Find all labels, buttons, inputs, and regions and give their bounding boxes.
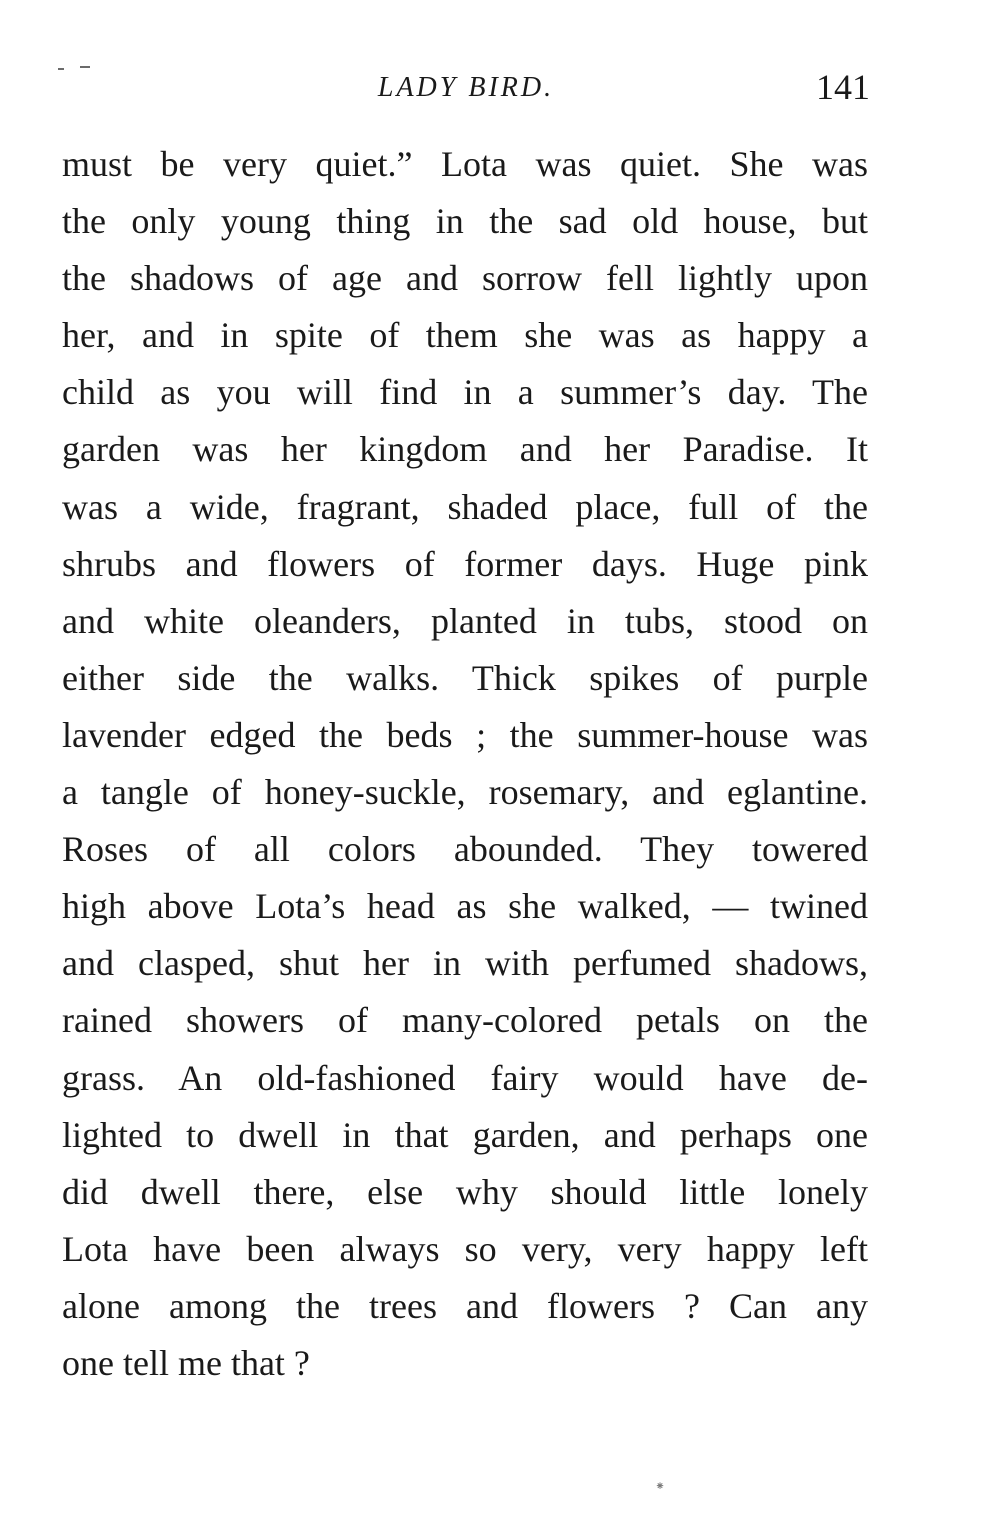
- text-line: rained showers of many-colored petals on the: [62, 1000, 868, 1041]
- text-line: lavender edged the beds ; the summer-house was: [62, 714, 868, 755]
- text-line: high above Lota’s head as she walked, — twined: [62, 886, 868, 927]
- text-line: the only young thing in the sad old house, but: [62, 201, 868, 242]
- text-line: and clasped, shut her in with perfumed shadows,: [62, 943, 868, 984]
- text-line: Roses of all colors abounded. They towered: [62, 829, 868, 870]
- text-line: must be very quiet.” Lota was quiet. She was: [62, 144, 868, 184]
- page-number: 141: [816, 67, 870, 107]
- text-line: a tangle of honey-suckle, rosemary, and eglantine.: [62, 772, 868, 813]
- text-line: shrubs and flowers of former days. Huge pink: [62, 543, 868, 584]
- text-line: Lota have been always so very, very happy left: [62, 1228, 868, 1269]
- text-line: child as you will find in a summer’s day. The: [62, 372, 868, 413]
- text-line: and white oleanders, planted in tubs, stood on: [62, 600, 868, 641]
- text-line: lighted to dwell in that garden, and perhaps one: [62, 1114, 868, 1155]
- text-line: was a wide, fragrant, shaded place, full of the: [62, 486, 868, 527]
- text-line: grass. An old-fashioned fairy would have de-: [62, 1057, 868, 1098]
- text-line: her, and in spite of them she was as happy a: [62, 315, 868, 356]
- text-line: garden was her kingdom and her Paradise. It: [62, 429, 868, 470]
- text-line: did dwell there, else why should little lonely: [62, 1171, 868, 1212]
- page-header: [62, 62, 870, 112]
- body-text: [62, 136, 868, 1392]
- text-line: either side the walks. Thick spikes of purple: [62, 657, 868, 698]
- text-line: alone among the trees and flowers ? Can any: [62, 1285, 868, 1326]
- text-line: the shadows of age and sorrow fell lightly upon: [62, 258, 868, 299]
- footer-ornament: ⁕: [655, 1479, 666, 1493]
- running-title: LADY BIRD.: [377, 72, 555, 103]
- text-line: one tell me that ?: [62, 1342, 310, 1383]
